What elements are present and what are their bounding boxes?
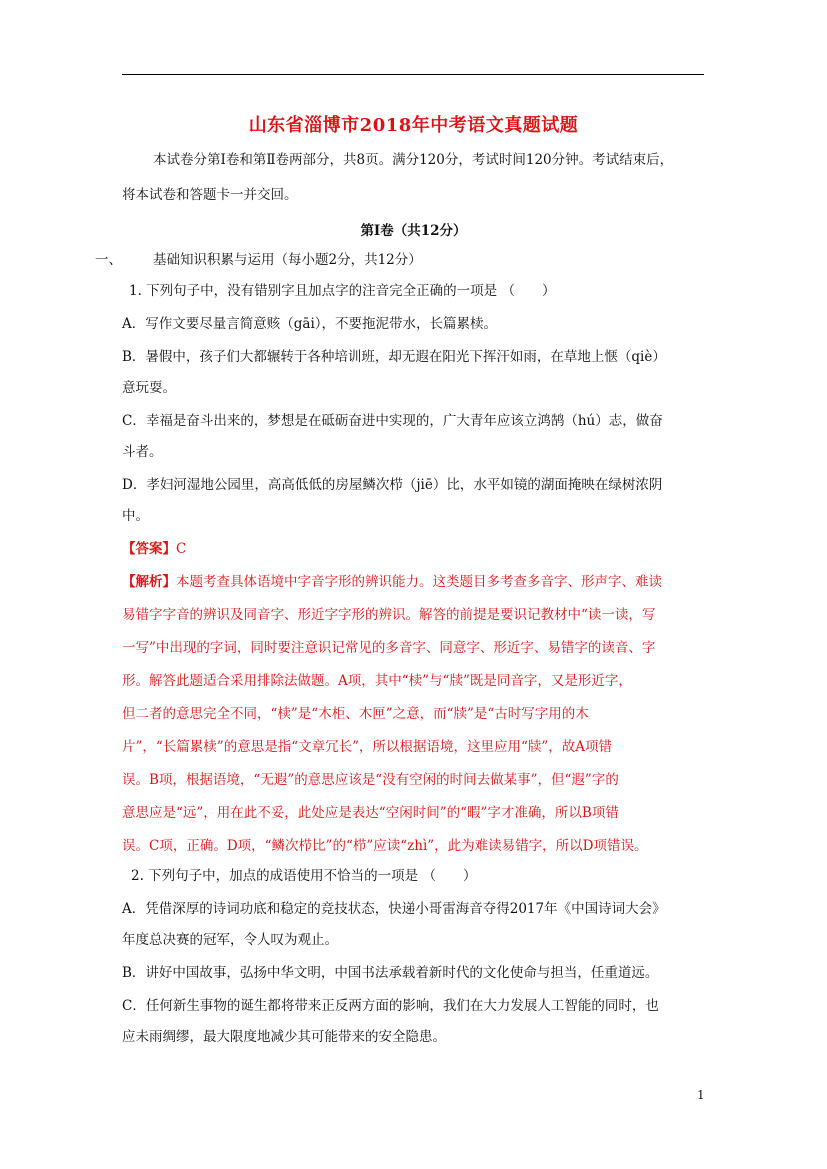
q2-stem: 2. 下列句子中，加点的成语使用不恰当的一项是 （ ） <box>131 868 477 884</box>
page-number: 1 <box>697 1088 705 1102</box>
q1-analysis-line-9: 误。C项，正确。D项，“鳞次栉比”的“栉”应读“zhì”，此为难读易错字，所以D项错误。 <box>122 838 648 854</box>
part-one-number: 一、 <box>95 252 122 268</box>
answer-label: 【答案】 <box>122 541 176 557</box>
header-rule <box>122 74 704 75</box>
q1-answer <box>122 539 186 559</box>
q2-option-c-line-1: C．任何新生事物的诞生都将带来正反两方面的影响，我们在大力发展人工智能的同时，也 <box>122 998 659 1014</box>
section-title: 第Ⅰ卷（共12分） <box>360 223 467 239</box>
analysis-text: 本题考查具体语境中字音字形的辨识能力。这类题目多考查多音字、形声字、难读 <box>176 574 662 590</box>
q1-option-b-line-2: 意玩耍。 <box>122 380 176 396</box>
q1-option-c-line-2: 斗者。 <box>122 444 163 460</box>
q2-option-a-line-1: A．凭借深厚的诗词功底和稳定的竞技状态，快递小哥雷海音夺得2017年《中国诗词大会》 <box>122 901 666 917</box>
answer-value: C <box>176 541 187 557</box>
q1-option-b-line-1: B．暑假中，孩子们大都辗转于各种培训班，却无遐在阳光下挥汗如雨，在草地上惬（qiè） <box>122 349 666 365</box>
intro-line-1: 本试卷分第Ⅰ卷和第Ⅱ卷两部分，共8页。满分120分，考试时间120分钟。考试结束后， <box>153 152 674 168</box>
q1-analysis-line-5: 但二者的意思完全不同，“椟”是“木柜、木匣”之意，而“牍”是“古时写字用的木 <box>122 706 589 722</box>
q1-analysis-line-6: 片”，“长篇累椟”的意思是指“文章冗长”，所以根据语境，这里应用“牍”，故A项错 <box>122 739 613 755</box>
q1-analysis-line-4: 形。解答此题适合采用排除法做题。A项，其中“椟”与“牍”既是同音字，又是形近字， <box>122 673 632 689</box>
q1-analysis-line-1 <box>122 572 662 592</box>
q1-stem: 1. 下列句子中，没有错别字且加点字的注音完全正确的一项是 （ ） <box>129 283 556 299</box>
intro-line-2: 将本试卷和答题卡一并交回。 <box>122 187 298 203</box>
q1-analysis-line-8: 意思应是“远”，用在此不妥，此处应是表达“空闲时间”的“暇”字才准确，所以B项错 <box>122 805 619 821</box>
q2-option-b: B．讲好中国故事，弘扬中华文明，中国书法承载着新时代的文化使命与担当，任重道远。 <box>122 965 659 981</box>
q1-option-a: A．写作文要尽量言简意赅（gāi），不要拖泥带水，长篇累椟。 <box>122 316 498 332</box>
q1-option-d-line-1: D．孝妇河湿地公园里，高高低低的房屋鳞次栉（jiē）比，水平如镜的湖面掩映在绿树浓阴 <box>122 477 663 493</box>
q1-analysis-line-7: 误。B项，根据语境，“无遐”的意思应该是“没有空闲的时间去做某事”，但“遐”字的 <box>122 772 619 788</box>
q1-option-c-line-1: C．幸福是奋斗出来的，梦想是在砥砺奋进中实现的，广大青年应该立鸿鹄（hú）志，做奋 <box>122 413 663 429</box>
q1-option-d-line-2: 中。 <box>122 508 149 524</box>
part-one-heading: 基础知识积累与运用（每小题2分，共12分） <box>153 252 422 268</box>
q1-analysis-line-2: 易错字字音的辨识及同音字、形近字字形的辨识。解答的前提是要识记教材中“读一读，写 <box>122 607 656 623</box>
q2-option-c-line-2: 应未雨绸缪，最大限度地减少其可能带来的安全隐患。 <box>122 1029 446 1045</box>
q2-option-a-line-2: 年度总决赛的冠军，令人叹为观止。 <box>122 932 338 948</box>
exam-title: 山东省淄博市2018年中考语文真题试题 <box>248 115 579 136</box>
analysis-label: 【解析】 <box>122 574 176 590</box>
q1-analysis-line-3: 一写”中出现的字词，同时要注意识记常见的多音字、同意字、形近字、易错字的读音、字 <box>122 640 656 656</box>
